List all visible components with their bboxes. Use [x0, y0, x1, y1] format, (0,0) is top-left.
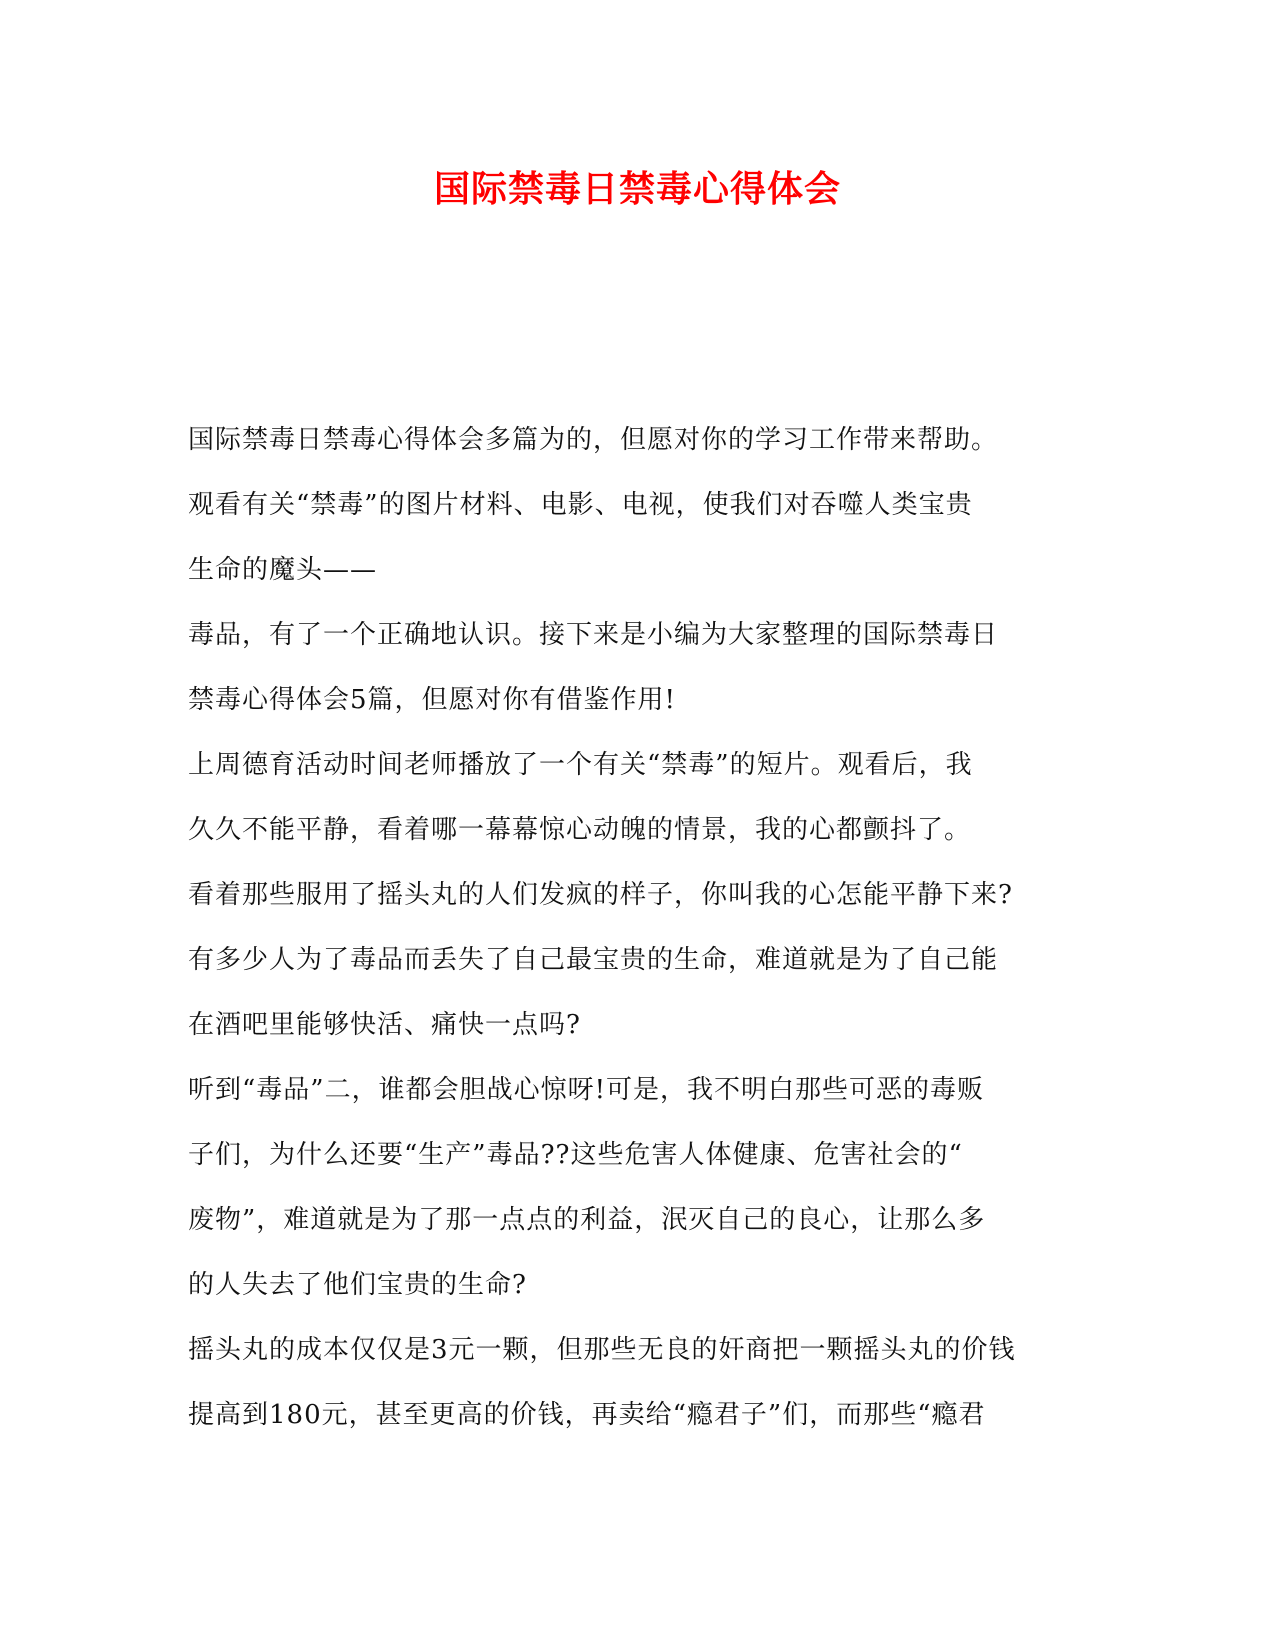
body-line: 上周德育活动时间老师播放了一个有关“禁毒”的短片。观看后，我: [188, 750, 973, 780]
body-line: 观看有关“禁毒”的图片材料、电影、电视，使我们对吞噬人类宝贵: [188, 490, 973, 520]
body-line: 子们，为什么还要“生产”毒品??这些危害人体健康、危害社会的“: [188, 1140, 963, 1170]
body-line: 在酒吧里能够快活、痛快一点吗?: [188, 1010, 581, 1040]
body-line: 提高到180元，甚至更高的价钱，再卖给“瘾君子”们，而那些“瘾君: [188, 1400, 986, 1430]
body-line: 生命的魔头——: [188, 555, 378, 585]
body-line: 久久不能平静，看着哪一幕幕惊心动魄的情景，我的心都颤抖了。: [188, 815, 972, 845]
document-body: [188, 408, 1088, 1448]
body-line: 禁毒心得体会5篇，但愿对你有借鉴作用!: [188, 685, 676, 715]
body-line: 废物”，难道就是为了那一点点的利益，泯灭自己的良心，让那么多: [188, 1205, 986, 1235]
body-line: 毒品，有了一个正确地认识。接下来是小编为大家整理的国际禁毒日: [188, 620, 999, 650]
body-line: 的人失去了他们宝贵的生命?: [188, 1270, 527, 1300]
body-line: 看着那些服用了摇头丸的人们发疯的样子，你叫我的心怎能平静下来?: [188, 880, 1013, 910]
document-title: 国际禁毒日禁毒心得体会: [433, 168, 841, 210]
body-line: 有多少人为了毒品而丢失了自己最宝贵的生命，难道就是为了自己能: [188, 945, 999, 975]
body-line: 听到“毒品”二，谁都会胆战心惊呀!可是，我不明白那些可恶的毒贩: [188, 1075, 985, 1105]
body-line: 摇头丸的成本仅仅是3元一颗，但那些无良的奸商把一颗摇头丸的价钱: [188, 1335, 1016, 1365]
body-line: 国际禁毒日禁毒心得体会多篇为的，但愿对你的学习工作带来帮助。: [188, 425, 999, 455]
